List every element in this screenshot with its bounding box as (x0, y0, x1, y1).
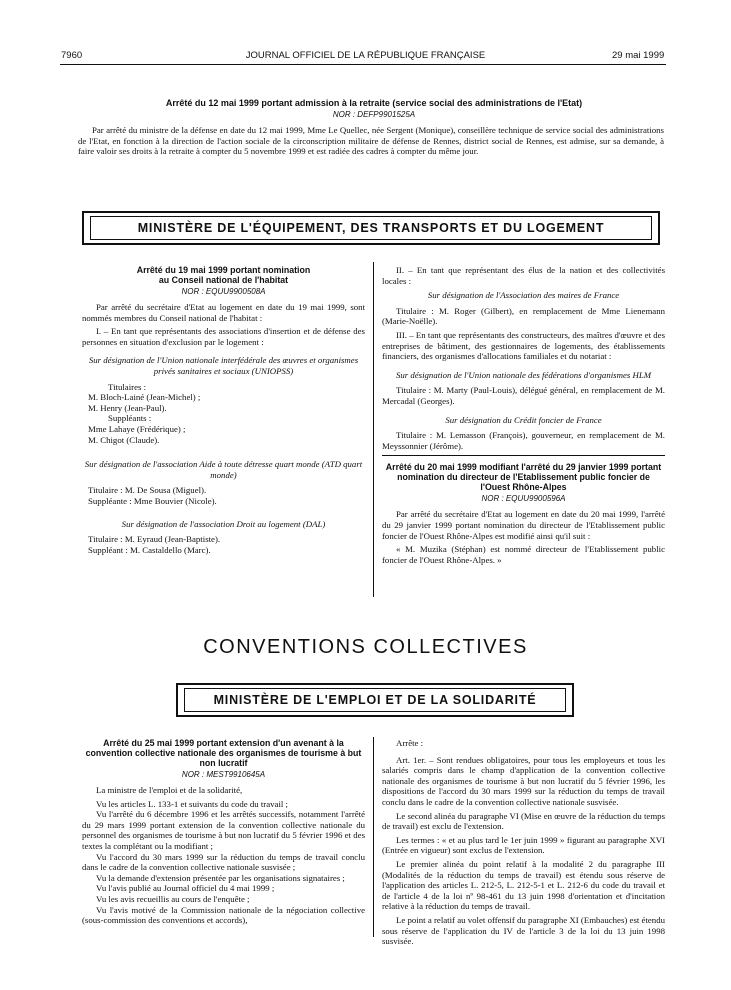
designation-atd: Sur désignation de l'association Aide à toute détresse quart monde (ATD quart monde) (84, 459, 363, 480)
epf-body: Par arrêté du secrétaire d'Etat au logement en date du 20 mai 1999, l'arrêté du 29 janvier 1999 portant nomination du directeur de l'Etablissement public foncier de l'Ouest Rhône-Alpes est modifié ainsi qu'il suit : (382, 509, 665, 541)
section-rule (382, 455, 665, 456)
journal-title: JOURNAL OFFICIEL DE LA RÉPUBLIQUE FRANÇAISE (245, 50, 486, 61)
header-rule (60, 64, 666, 65)
ministry-equipement-banner (82, 211, 660, 245)
habitat-title-1: Arrêté du 19 mai 1999 portant nomination (136, 265, 311, 275)
article-para-4: Le premier alinéa du point relatif à la modalité 2 du paragraphe III (Modalités de la réduction du temps de travail) est étendu sous réserve de l'application des articles L. 212-5, L. 212-5-1 et L. 212-6 du code du travail et de l'article 4 de la loi nº 98-461 du 13 juin 1998 d'orientation et d'incitation relative à la réduction du temps de travail. (382, 858, 665, 912)
amf-titulaire: Titulaire : M. Roger (Gilbert), en remplacement de Mme Lienemann (Marie-Noëlle). (382, 305, 665, 327)
habitat-title-2: au Conseil national de l'habitat (158, 275, 289, 285)
article-para-5: Le point a relatif au volet offensif du paragraphe XI (Embauches) est étendu sous réserve de l'application du IV de l'article 3 de la loi du 13 juin 1998 susvisée. (382, 914, 665, 947)
habitat-section-1: I. – En tant que représentants des associations d'insertion et de défense des personnes en situation d'exclusion par le logement : (82, 326, 365, 347)
suppleant-2: M. Chigot (Claude). (88, 434, 160, 445)
dal-suppleant: Suppléant : M. Castaldello (Marc). (88, 544, 211, 555)
ministry-equipement-label: MINISTÈRE DE L'ÉQUIPEMENT, DES TRANSPORTS ET DU LOGEMENT (90, 216, 652, 240)
epf-quote: « M. Muzika (Stéphan) est nommé directeur de l'Etablissement public foncier de l'Ouest Rhône-Alpes. » (382, 544, 665, 565)
arrete-habitat-left (82, 265, 365, 555)
visa-2: Vu l'arrêté du 6 décembre 1996 et les arrêtés successifs, notamment l'arrêté du 29 mars 1999 portant extension de la convention collective nationale du personnel des organismes de tourisme à but non lucratif du 5 février 1996 et des textes la complétant ou la modifiant ; (82, 809, 365, 851)
titulaires-label: Titulaires : (108, 381, 147, 392)
epf-nor: NOR : EQUU9900596A (481, 494, 566, 504)
designation-uniopss: Sur désignation de l'Union nationale interfédérale des œuvres et organismes privés sanitaires et sociaux (UNIOPSS) (88, 355, 359, 376)
habitat-section-3: III. – En tant que représentants des constructeurs, des maîtres d'œuvre et des entreprises de bâtiment, des gestionnaires de logements, des établissements financiers, des organismes d'allocations familiales et du notariat : (382, 329, 665, 362)
article-para-2: Le second alinéa du paragraphe VI (Mise en œuvre de la réduction du temps de travail) est exclu de l'extension. (382, 810, 665, 832)
top-arrete-title: Arrêté du 12 mai 1999 portant admission à la retraite (service social des administrations de l'Etat) (165, 98, 583, 108)
visa-1: Vu les articles L. 133-1 et suivants du code du travail ; (96, 798, 288, 809)
ministry-emploi-banner (176, 683, 574, 717)
column-divider-bottom (373, 737, 374, 937)
top-arrete-nor: NOR : DEFP9901525A (332, 110, 416, 119)
habitat-section-2: II. – En tant que représentant des élus de la nation et des collectivités locales : (382, 265, 665, 286)
top-arrete (78, 98, 664, 160)
article-para-3: Les termes : « et au plus tard le 1er juin 1999 » figurant au paragraphe XVI (Entrée en vigueur) sont exclus de l'extension. (382, 834, 665, 856)
visa-6: Vu les avis recueillis au cours de l'enquête ; (96, 893, 250, 904)
arrete-extension-left (82, 738, 365, 926)
visa-4: Vu la demande d'extension présentée par les organisations signataires ; (96, 872, 345, 883)
designation-hlm: Sur désignation de l'Union nationale des fédérations d'organismes HLM (395, 369, 652, 380)
arrete-habitat-right (382, 265, 665, 568)
visa-0: La ministre de l'emploi et de la solidarité, (96, 785, 243, 795)
epf-title: Arrêté du 20 mai 1999 modifiant l'arrêté du 29 janvier 1999 portant nomination du directeur de l'Etablissement public foncier de l'Ouest Rhône-Alpes (385, 462, 662, 493)
visa-5: Vu l'avis publié au Journal officiel du 4 mai 1999 ; (96, 883, 275, 894)
ministry-emploi-label: MINISTÈRE DE L'EMPLOI ET DE LA SOLIDARITÉ (184, 688, 566, 712)
visa-3: Vu l'accord du 30 mars 1999 sur la réduction du temps de travail conclu dans le cadre de la convention collective nationale susvisée ; (82, 851, 365, 873)
hlm-titulaire: Titulaire : M. Marty (Paul-Louis), délégué général, en remplacement de M. Mercadal (Georges). (382, 385, 665, 406)
cff-titulaire: Titulaire : M. Lemasson (François), gouverneur, en remplacement de M. Meyssonnier (Jérôme). (382, 430, 665, 451)
designation-cff: Sur désignation du Crédit foncier de France (445, 414, 602, 425)
article-1: Art. 1er. – Sont rendues obligatoires, pour tous les employeurs et tous les salariés compris dans le champ d'application de la convention collective nationale des organismes de tourisme à but non lucratif du 5 février 1996, les dispositions de l'accord du 30 mars 1999 sur la réduction du temps de travail conclu dans le cadre de la convention collective nationale susvisée. (382, 754, 665, 807)
atd-titulaire: Titulaire : M. De Sousa (Miguel). (88, 485, 207, 496)
column-divider-top (373, 262, 374, 597)
top-arrete-body: Par arrêté du ministre de la défense en date du 12 mai 1999, Mme Le Quellec, née Sergent (Monique), conseillère technique de service social des administrations de l'Etat, en fonction à la direction de l'action sociale de la circonscription militaire de défense de Rennes, district social de Rennes, est admise, sur sa demande, à faire valoir ses droits à la retraite à compter du 5 novembre 1999 et est radiée des cadres à compter du même jour. (78, 125, 664, 157)
extension-title: Arrêté du 25 mai 1999 portant extension d'un avenant à la convention collective nationale des organismes de tourisme à but non lucratif (85, 738, 362, 768)
arrete-extension-right (382, 738, 665, 950)
suppleant-1: Mme Lahaye (Frédérique) ; (88, 423, 186, 434)
habitat-nor: NOR : EQUU9900508A (181, 287, 266, 296)
page-number: 7960 (61, 50, 83, 61)
issue-date: 29 mai 1999 (612, 50, 665, 61)
visa-7: Vu l'avis motivé de la Commission nationale de la négociation collective (sous-commission des conventions et accords), (82, 904, 365, 926)
dal-titulaire: Titulaire : M. Eyraud (Jean-Baptiste). (88, 534, 221, 545)
conventions-heading: CONVENTIONS COLLECTIVES (203, 636, 528, 658)
suppleants-label: Suppléants : (108, 413, 152, 424)
titulaire-2: M. Henry (Jean-Paul). (88, 402, 167, 413)
extension-nor: NOR : MEST9910645A (181, 770, 266, 779)
titulaire-1: M. Bloch-Lainé (Jean-Michel) ; (88, 392, 201, 403)
designation-amf: Sur désignation de l'Association des maires de France (427, 290, 620, 301)
habitat-intro: Par arrêté du secrétaire d'Etat au logement en date du 19 mai 1999, sont nommés membres du Conseil national de l'habitat : (82, 302, 365, 323)
designation-dal: Sur désignation de l'association Droit au logement (DAL) (121, 518, 326, 529)
atd-suppleant: Suppléante : Mme Bouvier (Nicole). (88, 495, 217, 506)
arrete-label: Arrête : (396, 738, 424, 748)
